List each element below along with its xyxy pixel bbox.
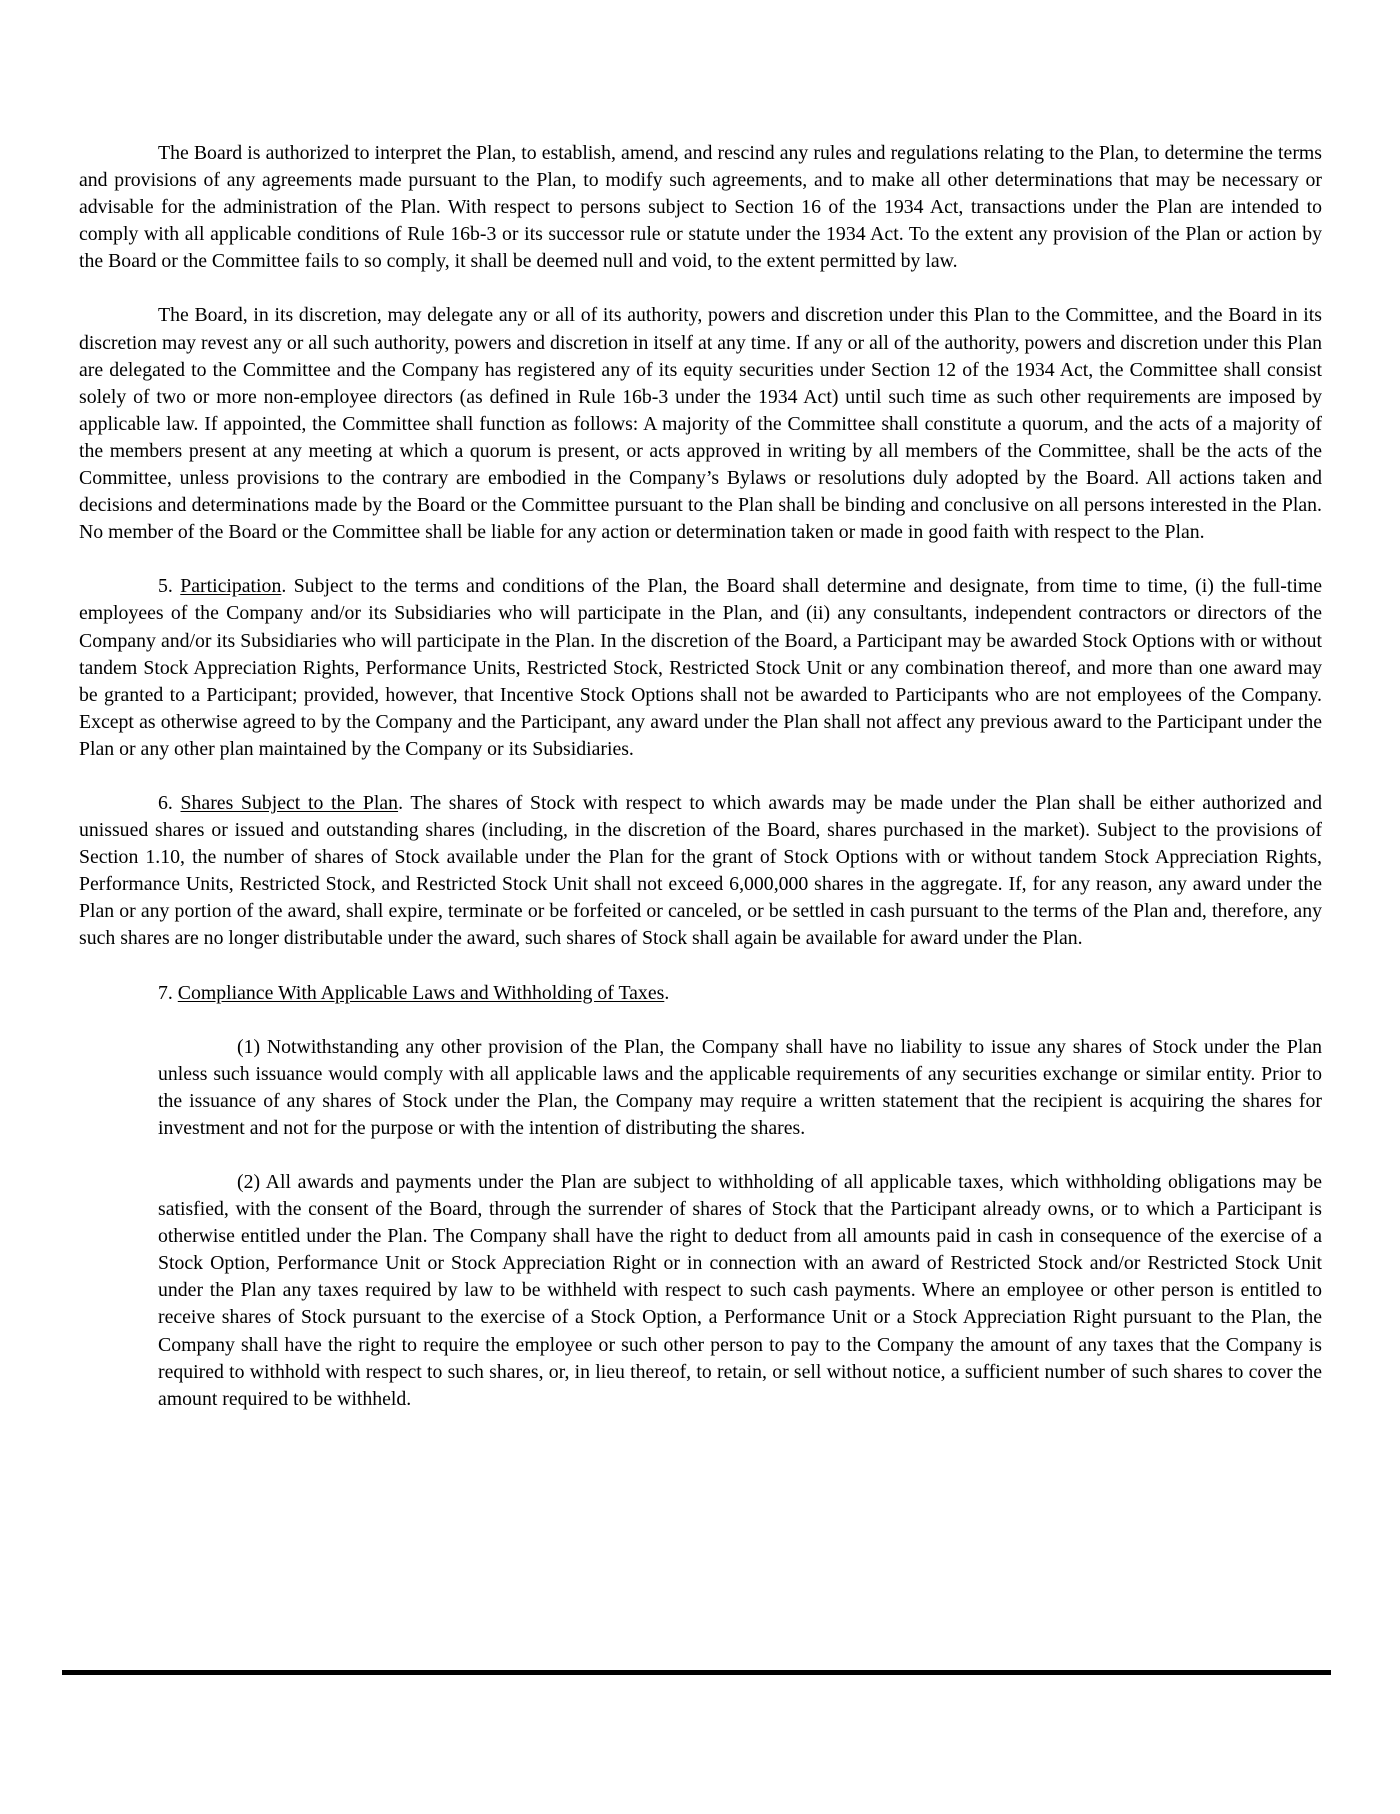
section-7-subparagraph-2: (2) All awards and payments under the Plan are subject to withholding of all applicable taxes, which withholding obligations may be satisfied, with the consent of the Board, through the surrender of shares of Stock that the Participant already owns, or to which a Participant is otherwise entitled under the Plan. The Company shall have the right to deduct from all amounts paid in cash in consequence of the exercise of a Stock Option, Performance Unit or Stock Appreciation Right or in connection with an award of Restricted Stock and/or Restricted Stock Unit under the Plan any taxes required by law to be withheld with respect to such cash payments. Where an employee or other person is entitled to receive shares of Stock pursuant to the exercise of a Stock Option, a Performance Unit or a Stock Appreciation Right pursuant to the Plan, the Company shall have the right to require the employee or such other person to pay to the Company the amount of any taxes that the Company is required to withhold with respect to such shares, or, in lieu thereof, to retain, or sell without notice, a sufficient number of such shares to cover the amount required to be withheld. xyxy=(158,1171,1322,1410)
section-6-title-period: . xyxy=(398,791,404,814)
paragraph-spacer xyxy=(79,275,1322,302)
section-6-title: Shares Subject to the Plan xyxy=(180,791,399,814)
paragraph-spacer xyxy=(79,1007,1322,1034)
section-5-participation xyxy=(79,573,1322,763)
paragraph-spacer xyxy=(79,1142,1322,1169)
paragraph-spacer xyxy=(79,953,1322,980)
section-5-title-period: . xyxy=(281,575,287,598)
page-footer-rule xyxy=(62,1670,1331,1675)
section-7-number: 7. xyxy=(158,981,178,1004)
section-6-body: The shares of Stock with respect to which awards may be made under the Plan shall be either authorized and unissued shares or issued and outstanding shares (including, in the discretion of the Board, shares purchased in the market). Subject to the provisions of Section 1.10, the number of shares of Stock available under the Plan for the grant of Stock Options with or without tandem Stock Appreciation Rights, Performance Units, Restricted Stock, and Restricted Stock Unit shall not exceed 6,000,000 shares in the aggregate. If, for any reason, any award under the Plan or any portion of the award, shall expire, terminate or be forfeited or canceled, or be settled in cash pursuant to the terms of the Plan and, therefore, any such shares are no longer distributable under the award, such shares of Stock shall again be available for award under the Plan. xyxy=(79,791,1323,950)
section-6-shares xyxy=(79,790,1322,953)
section-7-heading xyxy=(79,980,1322,1007)
section-7-title-period: . xyxy=(664,981,670,1004)
paragraph-spacer xyxy=(79,546,1322,573)
board-delegation-paragraph: The Board, in its discretion, may delegate any or all of its authority, powers and discretion under this Plan to the Committee, and the Board in its discretion may revest any or all such authority, powers and discretion in itself at any time. If any or all of the authority, powers and discretion under this Plan are delegated to the Committee and the Company has registered any of its equity securities under Section 12 of the 1934 Act, the Committee shall consist solely of two or more non-employee directors (as defined in Rule 16b-3 under the 1934 Act) until such time as such other requirements are imposed by applicable law. If appointed, the Committee shall function as follows: A majority of the Committee shall constitute a quorum, and the acts of a majority of the members present at any meeting at which a quorum is present, or acts approved in writing by all members of the Committee, shall be the acts of the Committee, unless provisions to the contrary are embodied in the Company’s Bylaws or resolutions duly adopted by the Board. All actions taken and decisions and determinations made by the Board or the Committee pursuant to the Plan shall be binding and conclusive on all persons interested in the Plan. No member of the Board or the Committee shall be liable for any action or determination taken or made in good faith with respect to the Plan. xyxy=(79,304,1322,544)
section-5-body: Subject to the terms and conditions of the Plan, the Board shall determine and designate, from time to time, (i) the full-time employees of the Company and/or its Subsidiaries who will participate in the Plan, and (ii) any consultants, independent contractors or directors of the Company and/or its Subsidiaries who will participate in the Plan. In the discretion of the Board, a Participant may be awarded Stock Options with or without tandem Stock Appreciation Rights, Performance Units, Restricted Stock, Restricted Stock Unit or any combination thereof, and more than one award may be granted to a Participant; provided, however, that Incentive Stock Options shall not be awarded to Participants who are not employees of the Company. Except as otherwise agreed to by the Company and the Participant, any award under the Plan shall not affect any previous award to the Participant under the Plan or any other plan maintained by the Company or its Subsidiaries. xyxy=(79,575,1323,760)
section-5-number: 5. xyxy=(158,575,181,598)
paragraph-spacer xyxy=(79,763,1322,790)
section-6-number: 6. xyxy=(158,791,181,814)
section-7-subparagraph-1: (1) Notwithstanding any other provision of the Plan, the Company shall have no liability to issue any shares of Stock under the Plan unless such issuance would comply with all applicable laws and the applicable requirements of any securities exchange or similar entity. Prior to the issuance of any shares of Stock under the Plan, the Company may require a written statement that the recipient is acquiring the shares for investment and not for the purpose or with the intention of distributing the shares. xyxy=(158,1035,1322,1139)
document-page xyxy=(79,140,1322,1413)
section-5-title: Participation xyxy=(180,575,282,598)
board-authority-paragraph: The Board is authorized to interpret the Plan, to establish, amend, and rescind any rules and regulations relating to the Plan, to determine the terms and provisions of any agreements made pursuant to the Plan, to modify such agreements, and to make all other determinations that may be necessary or advisable for the administration of the Plan. With respect to persons subject to Section 16 of the 1934 Act, transactions under the Plan are intended to comply with all applicable conditions of Rule 16b-3 or its successor rule or statute under the 1934 Act. To the extent any provision of the Plan or action by the Board or the Committee fails to so comply, it shall be deemed null and void, to the extent permitted by law. xyxy=(79,142,1322,273)
section-7-title: Compliance With Applicable Laws and Withholding of Taxes xyxy=(177,981,665,1004)
